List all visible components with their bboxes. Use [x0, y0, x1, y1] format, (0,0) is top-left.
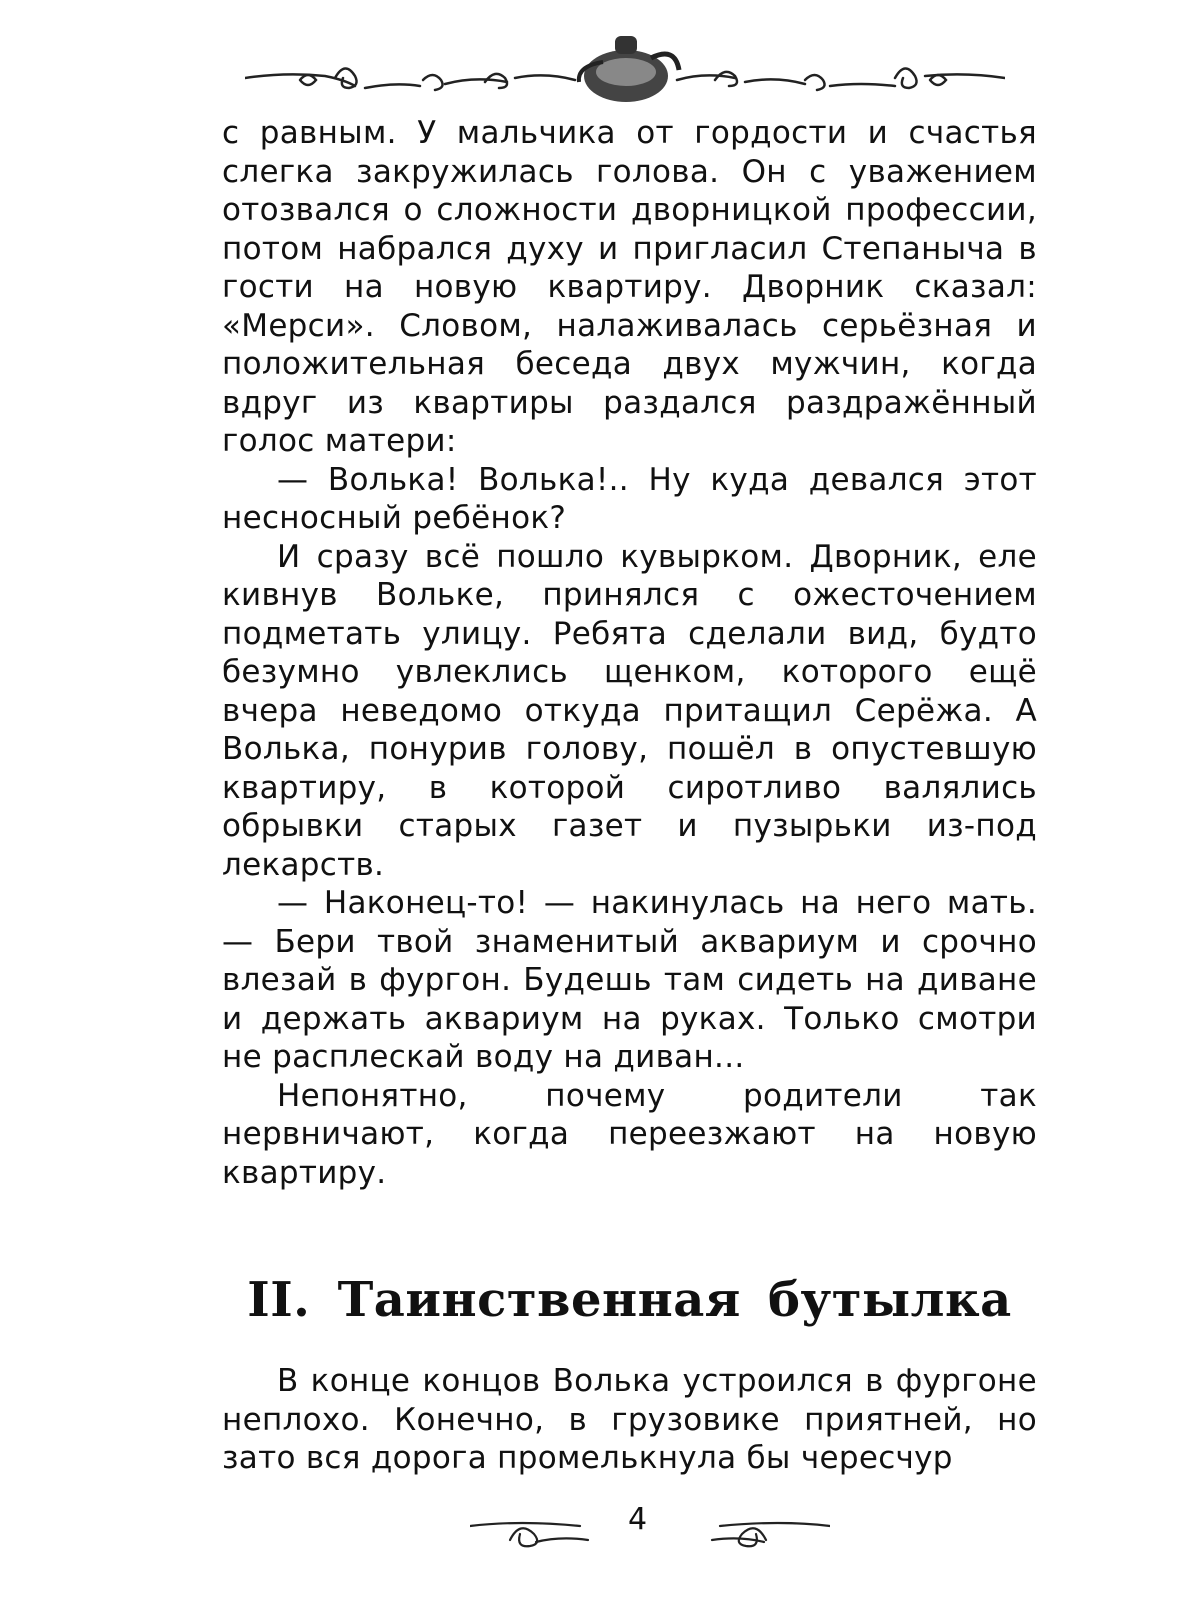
- footer-ornament: [470, 1500, 830, 1560]
- paragraph-4: — Наконец-то! — накинулась на него мать. — Бери твой знаменитый аквариум и срочно влезай в фургон. Будешь там сидеть на диване и держать аквариум на руках. Только смотри не расплескай воду на диван...: [222, 885, 1037, 1075]
- jug-icon: [579, 36, 679, 102]
- top-ornament: [245, 28, 1005, 108]
- chapter-text: [222, 1362, 1037, 1478]
- paragraph-5: Непонятно, почему родители так нервничают, когда переезжают на новую квартиру.: [222, 1077, 1037, 1191]
- paragraph-2: — Волька! Волька!.. Ну куда девался этот несносный ребёнок?: [222, 461, 1037, 536]
- paragraph-3: И сразу всё пошло кувырком. Дворник, еле кивнув Вольке, принялся с ожесточением подметать улицу. Ребята сделали вид, будто безумно увлеклись щенком, которого ещё вчера неведомо откуда притащил Серёжа. А Волька, понурив голову, пошёл в опустевшую квартиру, в которой сиротливо валялись обрывки старых газет и пузырьки из-под лекарств.: [222, 538, 1037, 883]
- paragraph-1: с равным. У мальчика от гордости и счастья слегка закружилась голова. Он с уважением отозвался о сложности дворницкой профессии, потом набрался духу и пригласил Степаныча в гости на новую квартиру. Дворник сказал: «Мерси». Словом, налаживалась серьёзная и положительная беседа двух мужчин, когда вдруг из квартиры раздался раздражённый голос матери:: [222, 115, 1037, 459]
- main-text: [222, 114, 1037, 1192]
- page-number: 4: [628, 1502, 648, 1537]
- chapter-paragraph-1: В конце концов Волька устроился в фургоне неплохо. Конечно, в грузовике приятней, но зато вся дорога промелькнула бы чересчур: [222, 1363, 1037, 1476]
- chapter-title: II. Таинственная бутылка: [247, 1272, 1012, 1328]
